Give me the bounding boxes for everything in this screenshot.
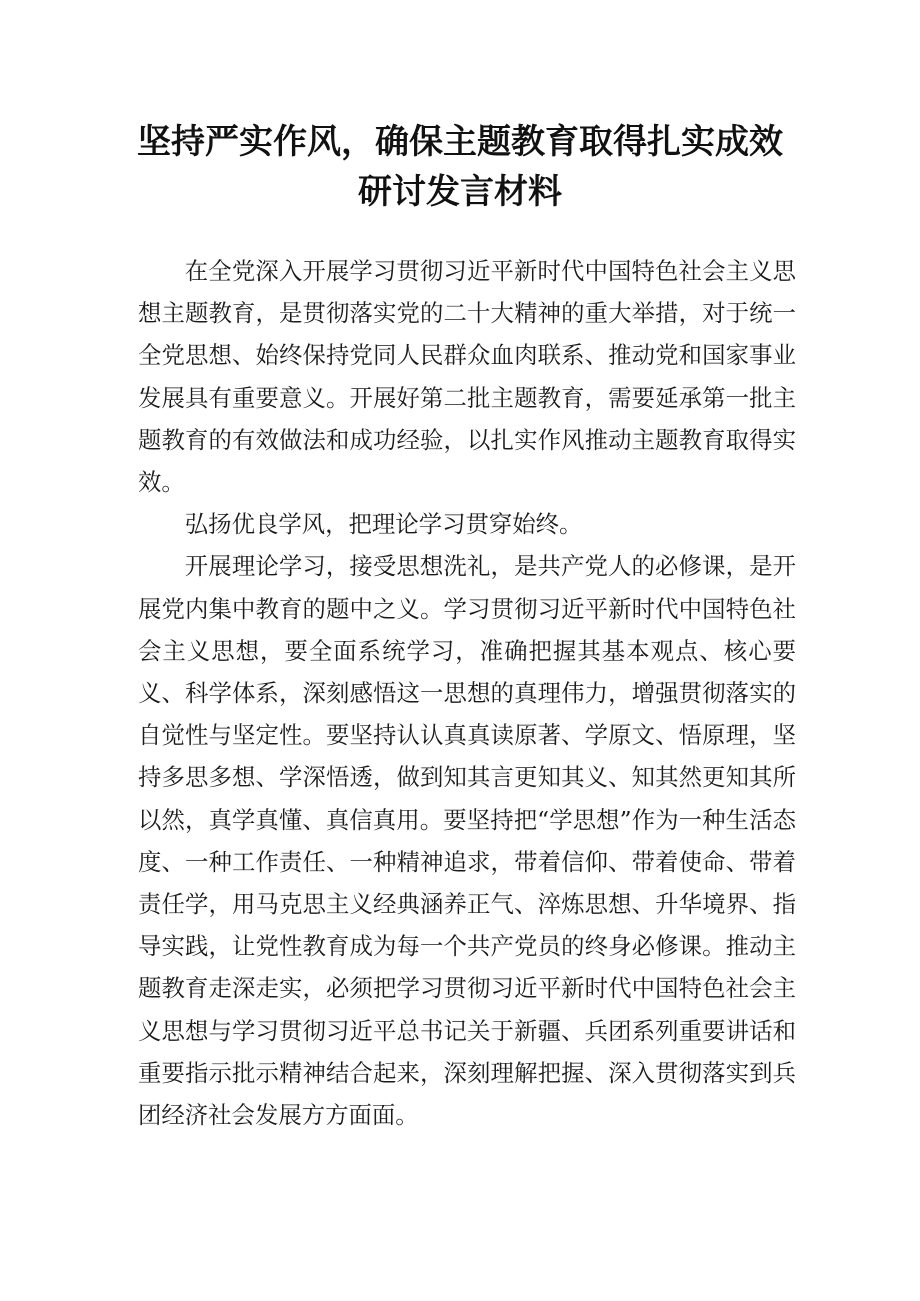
paragraph-theory-study: 开展理论学习，接受思想洗礼，是共产党人的必修课，是开展党内集中教育的题中之义。学习贯彻习近平新时代中国特色社会主义思想，要全面系统学习，准确把握其基本观点、核心要义、科学体系，深刻感悟这一思想的真理伟力，增强贯彻落实的自觉性与坚定性。要坚持认认真真读原著、学原文、悟原理，坚持多思多想、学深悟透，做到知其言更知其义、知其然更知其所以然，真学真懂、真信真用。要坚持把“学思想”作为一种生活态度、一种工作责任、一种精神追求，带着信仰、带着使命、带着责任学，用马克思主义经典涵养正气、淬炼思想、升华境界、指导实践，让党性教育成为每一个共产党员的终身必修课。推动主题教育走深走实，必须把学习贯彻习近平新时代中国特色社会主义思想与学习贯彻习近平总书记关于新疆、兵团系列重要讲话和重要指示批示精神结合起来，深刻理解把握、深入贯彻落实到兵团经济社会发展方方面面。: [138, 552, 796, 1130]
paragraph-intro: 在全党深入开展学习贯彻习近平新时代中国特色社会主义思想主题教育，是贯彻落实党的二十大精神的重大举措，对于统一全党思想、始终保持党同人民群众血肉联系、推动党和国家事业发展具有重要意义。开展好第二批主题教育，需要延承第一批主题教育的有效做法和成功经验，以扎实作风推动主题教育取得实效。: [138, 257, 796, 497]
document-title-line-1: 坚持严实作风，确保主题教育取得扎实成效: [137, 122, 783, 162]
document-body: [138, 250, 796, 1136]
document-title-line-2: 研讨发言材料: [358, 172, 562, 212]
paragraph-section-heading: 弘扬优良学风，把理论学习贯穿始终。: [184, 510, 583, 539]
